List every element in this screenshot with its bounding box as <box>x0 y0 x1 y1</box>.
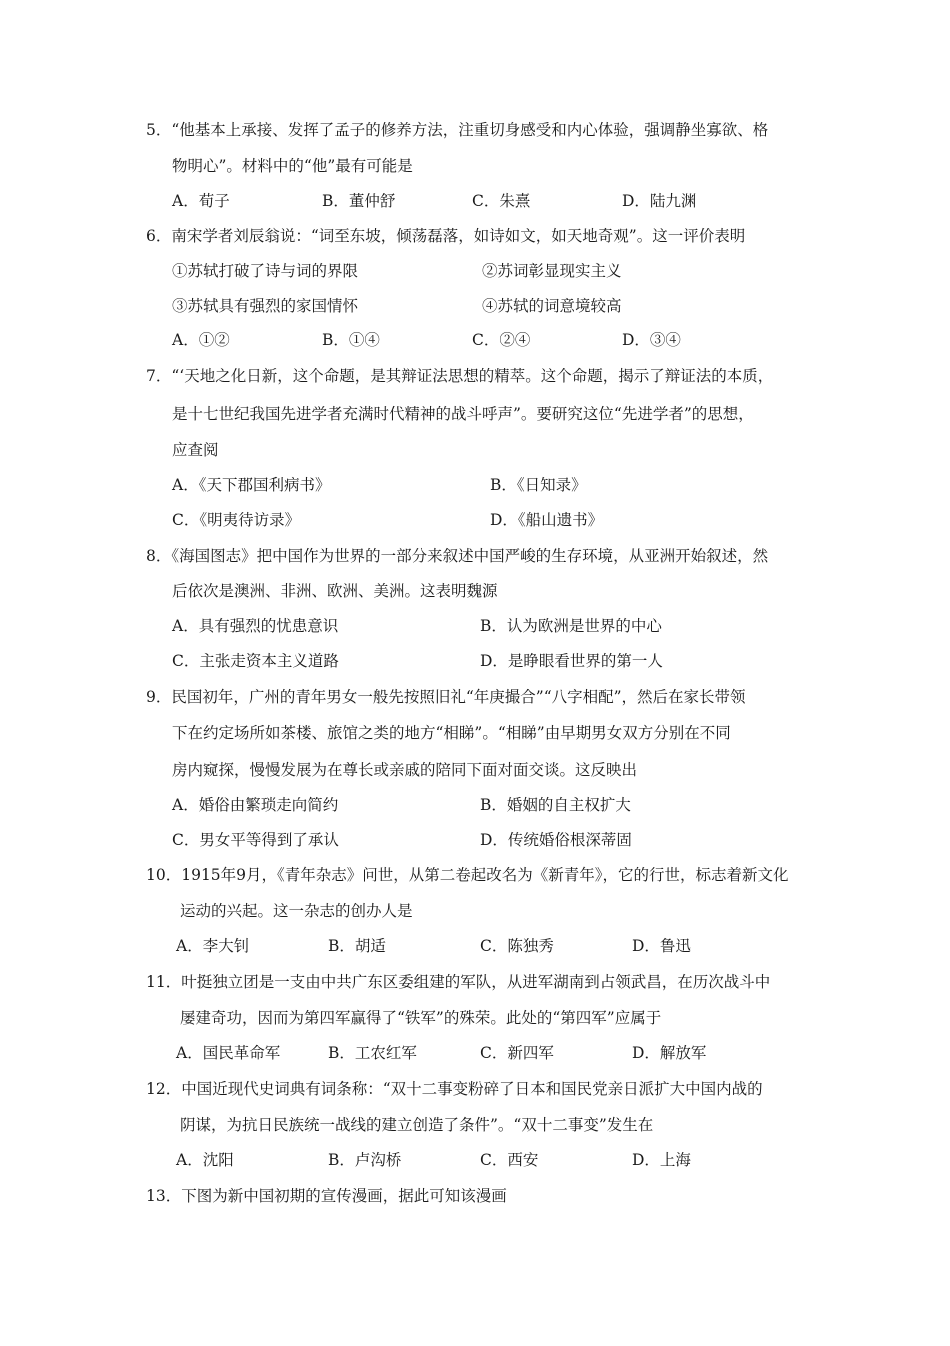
question-stem: 物明心”。材料中的“他”最有可能是 <box>172 157 413 175</box>
option-b: B．工农红军 <box>328 1044 417 1062</box>
question-stem: 运动的兴起。这一杂志的创办人是 <box>180 902 413 920</box>
question-stem: 房内窥探，慢慢发展为在尊长或亲戚的陪同下面对面交谈。这反映出 <box>172 761 638 779</box>
option-b: B．胡适 <box>328 937 386 955</box>
option-d: D．解放军 <box>632 1044 707 1062</box>
question-stem: 下在约定场所如茶楼、旅馆之类的地方“相睇”。“相睇”由早期男女双方分别在不同 <box>172 724 731 742</box>
option-d: D．鲁迅 <box>632 937 691 955</box>
option-b: B．卢沟桥 <box>328 1151 402 1169</box>
question-stem: 10．1915年9月，《青年杂志》问世，从第二卷起改名为《新青年》，它的行世，标志着新文化 <box>146 866 789 884</box>
question-stem: 9．民国初年，广州的青年男女一般先按照旧礼“年庚撮合”“八字相配”，然后在家长带领 <box>146 688 746 706</box>
option-b: B．董仲舒 <box>322 192 396 210</box>
option-d: D．上海 <box>632 1151 691 1169</box>
question-stem: 13．下图为新中国初期的宣传漫画，据此可知该漫画 <box>146 1187 507 1205</box>
option-d: D．是睁眼看世界的第一人 <box>480 652 663 670</box>
option-c: C．男女平等得到了承认 <box>172 831 339 849</box>
option-a: A．《天下郡国利病书》 <box>172 476 331 494</box>
statement-1: ①苏轼打破了诗与词的界限 <box>172 262 359 280</box>
option-a: A．沈阳 <box>176 1151 234 1169</box>
question-stem: 后依次是澳洲、非洲、欧洲、美洲。这表明魏源 <box>172 582 498 600</box>
question-stem: 应查阅 <box>172 441 219 459</box>
statement-2: ②苏词彰显现实主义 <box>482 262 622 280</box>
question-stem: 屡建奇功，因而为第四军赢得了“铁军”的殊荣。此处的“第四军”应属于 <box>180 1009 662 1027</box>
option-d: D．传统婚俗根深蒂固 <box>480 831 632 849</box>
option-b: B．婚姻的自主权扩大 <box>480 796 631 814</box>
question-stem: 12．中国近现代史词典有词条称：“双十二事变粉碎了日本和国民党亲日派扩大中国内战的 <box>146 1080 763 1098</box>
option-a: A．李大钊 <box>176 937 250 955</box>
option-c: C．《明夷待访录》 <box>172 511 301 529</box>
question-stem: 是十七世纪我国先进学者充满时代精神的战斗呼声”。要研究这位“先进学者”的思想， <box>172 405 754 423</box>
option-a: A．荀子 <box>172 192 230 210</box>
option-c: C．西安 <box>480 1151 539 1169</box>
statement-3: ③苏轼具有强烈的家国情怀 <box>172 297 359 315</box>
question-stem: 8．《海国图志》把中国作为世界的一部分来叙述中国严峻的生存环境，从亚洲开始叙述，然 <box>146 547 769 565</box>
question-stem: 阴谋，为抗日民族统一战线的建立创造了条件”。“双十二事变”发生在 <box>180 1116 654 1134</box>
option-b: B．认为欧洲是世界的中心 <box>480 617 662 635</box>
option-c: C．陈独秀 <box>480 937 554 955</box>
question-stem: 7．“‘天地之化日新，这个命题，是其辩证法思想的精萃。这个命题，揭示了辩证法的本质， <box>146 367 774 385</box>
question-stem: 6．南宋学者刘辰翁说：“词至东坡，倾荡磊落，如诗如文，如天地奇观”。这一评价表明 <box>146 227 746 245</box>
option-d: D．陆九渊 <box>622 192 697 210</box>
option-a: A．国民革命军 <box>176 1044 281 1062</box>
option-d: D．《船山遗书》 <box>490 511 604 529</box>
option-c: C．新四军 <box>480 1044 554 1062</box>
option-c: C．②④ <box>472 331 531 349</box>
option-a: A．具有强烈的忧患意识 <box>172 617 339 635</box>
option-b: B．《日知录》 <box>490 476 587 494</box>
question-stem: 5．“他基本上承接、发挥了孟子的修养方法，注重切身感受和内心体验，强调静坐寡欲、格 <box>146 121 769 139</box>
option-c: C．朱熹 <box>472 192 531 210</box>
option-a: A．婚俗由繁琐走向简约 <box>172 796 339 814</box>
statement-4: ④苏轼的词意境较高 <box>482 297 622 315</box>
option-c: C．主张走资本主义道路 <box>172 652 339 670</box>
option-b: B．①④ <box>322 331 380 349</box>
option-d: D．③④ <box>622 331 681 349</box>
option-a: A．①② <box>172 331 230 349</box>
question-stem: 11．叶挺独立团是一支由中共广东区委组建的军队，从进军湖南到占领武昌，在历次战斗中 <box>146 973 771 991</box>
